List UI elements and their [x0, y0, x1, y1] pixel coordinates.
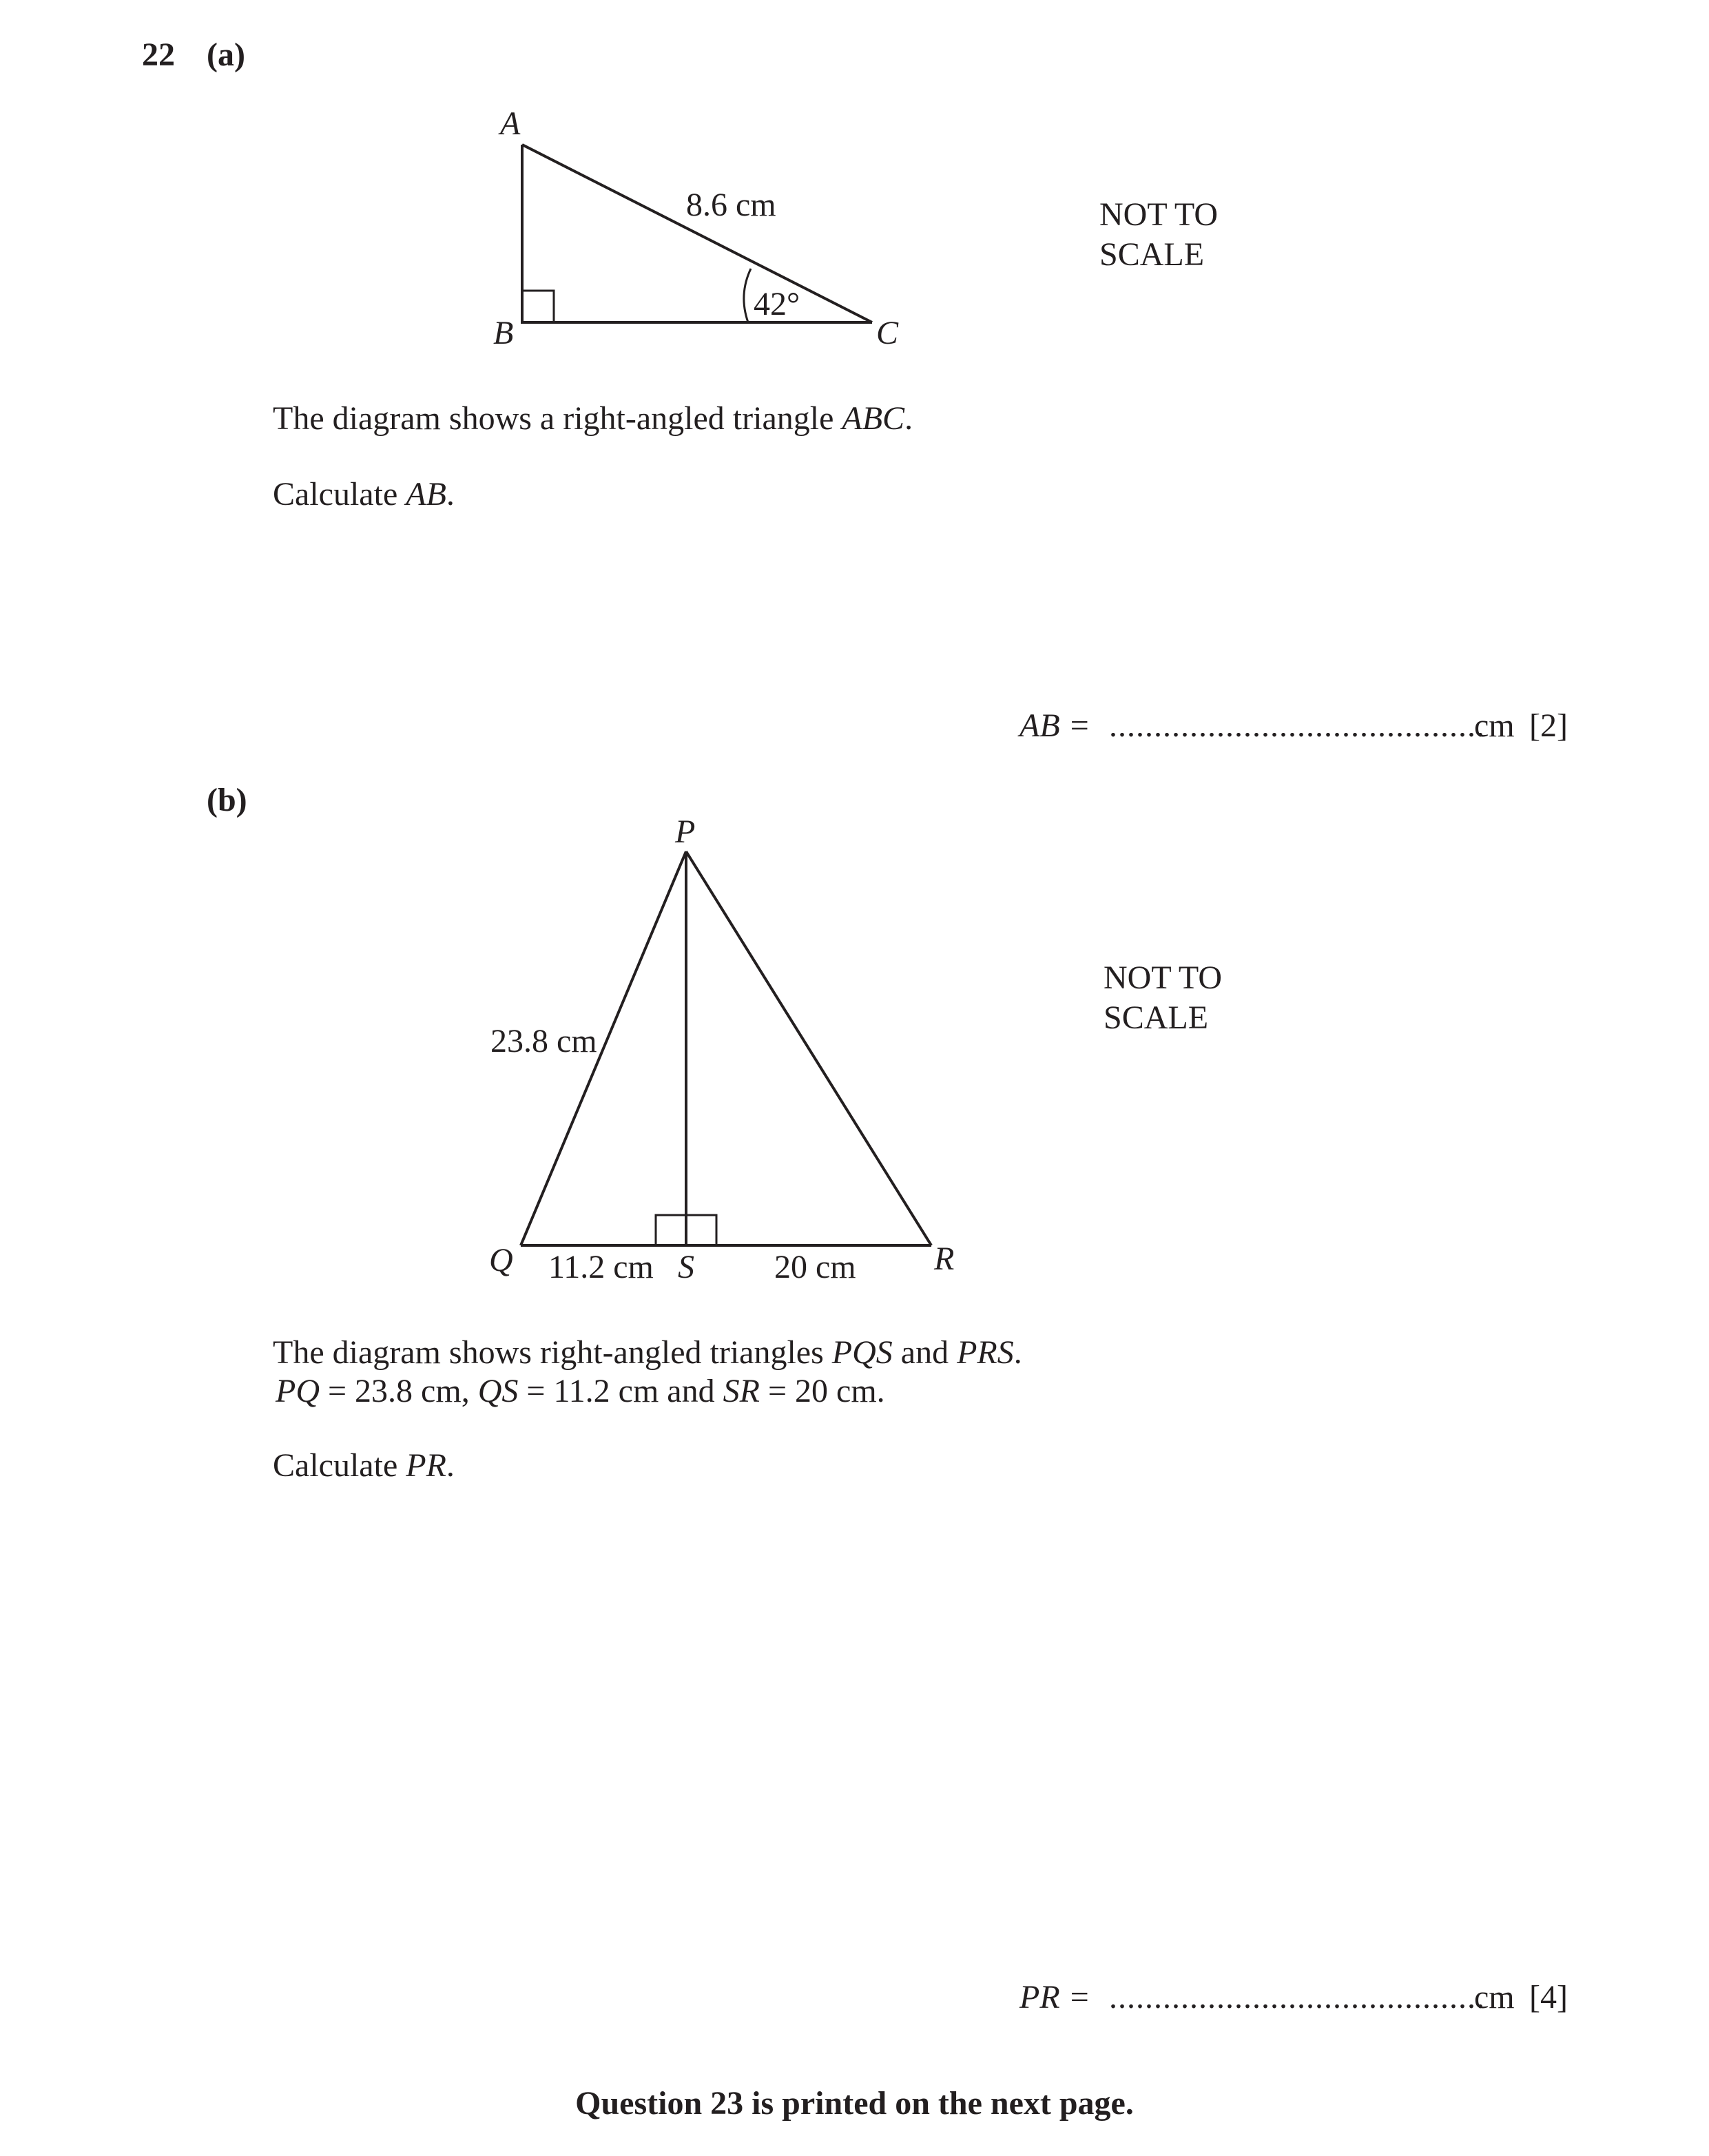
- right-angle-marker-s-left: [656, 1215, 686, 1245]
- question-number: 22: [142, 37, 175, 73]
- vertex-r-label: R: [934, 1241, 955, 1277]
- part-a-label: (a): [207, 37, 245, 73]
- vertex-s-label: S: [678, 1249, 694, 1285]
- not-to-scale-a-line1: NOT TO: [1099, 196, 1219, 233]
- angle-arc-c: [744, 269, 751, 322]
- answer-a-unit: cm: [1474, 707, 1515, 744]
- not-to-scale-a-line2: SCALE: [1099, 236, 1205, 273]
- answer-b-unit: cm: [1474, 1979, 1515, 2015]
- part-a-description: The diagram shows a right-angled triangle ABC.: [273, 400, 913, 437]
- part-b-label: (b): [207, 782, 247, 818]
- vertex-p-label: P: [675, 813, 696, 850]
- side-pq-length-label: 23.8 cm: [490, 1023, 597, 1059]
- vertex-a-label: A: [500, 105, 521, 142]
- vertex-b-label: B: [493, 315, 514, 351]
- right-angle-marker-b: [522, 291, 554, 322]
- side-ac: [522, 145, 872, 322]
- answer-a-label: AB =: [1019, 707, 1091, 744]
- part-b-given-values: PQ = 23.8 cm, QS = 11.2 cm and SR = 20 cm.: [276, 1373, 885, 1409]
- part-b-instruction: Calculate PR.: [273, 1447, 455, 1484]
- answer-b-label: PR =: [1019, 1979, 1091, 2015]
- not-to-scale-b-line1: NOT TO: [1104, 960, 1223, 996]
- triangle-abc: [522, 145, 872, 322]
- side-pr: [686, 851, 931, 1245]
- footer-note: Question 23 is printed on the next page.: [575, 2085, 1134, 2122]
- angle-c-label: 42°: [754, 286, 800, 322]
- answer-b-field[interactable]: ..........................................: [1109, 1979, 1485, 2015]
- part-a-instruction: Calculate AB.: [273, 476, 455, 512]
- answer-b-marks: [4]: [1529, 1979, 1568, 2015]
- vertex-q-label: Q: [489, 1242, 513, 1278]
- answer-a-marks: [2]: [1529, 707, 1568, 744]
- side-qs-length-label: 11.2 cm: [548, 1249, 654, 1285]
- answer-a-field[interactable]: ..........................................: [1109, 707, 1485, 744]
- side-ac-length-label: 8.6 cm: [686, 187, 776, 223]
- not-to-scale-b-line2: SCALE: [1104, 999, 1209, 1036]
- side-sr-length-label: 20 cm: [774, 1249, 856, 1285]
- vertex-c-label: C: [876, 315, 899, 351]
- right-angle-marker-s-right: [686, 1215, 716, 1245]
- part-b-description: The diagram shows right-angled triangles PQS and PRS.: [273, 1334, 1022, 1371]
